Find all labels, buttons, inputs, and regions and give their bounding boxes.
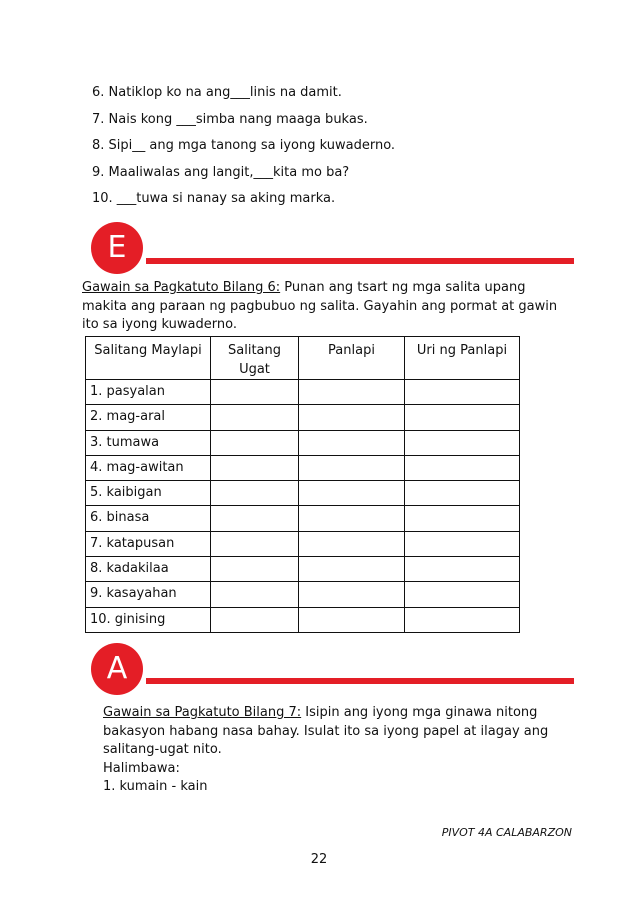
- sentence-item: 9. Maaliwalas ang langit,___kita mo ba?: [92, 164, 350, 180]
- example-item: 1. kumain - kain: [103, 779, 208, 794]
- table-row: [86, 405, 520, 430]
- blank-cell: [299, 506, 405, 531]
- word-cell: 8. kadakilaa: [86, 557, 211, 582]
- table-header-row: [86, 337, 520, 380]
- blank-cell: [211, 607, 299, 632]
- blank-cell: [211, 380, 299, 405]
- word-formation-table: [85, 336, 520, 633]
- blank-cell: [299, 405, 405, 430]
- section-e-instructions: [82, 279, 557, 335]
- blank-cell: [299, 380, 405, 405]
- sentence-item: 10. ___tuwa si nanay sa aking marka.: [92, 191, 336, 206]
- blank-cell: [211, 506, 299, 531]
- table-row: [86, 557, 520, 582]
- word-cell: 10. ginising: [86, 607, 211, 632]
- blank-cell: [405, 455, 520, 480]
- word-cell: 7. katapusan: [86, 531, 211, 556]
- instructions-line: Punan ang tsart ng mga salita upang: [280, 280, 526, 295]
- instructions-line: salitang-ugat nito.: [103, 742, 222, 757]
- table-row: [86, 506, 520, 531]
- table-row: [86, 380, 520, 405]
- table-row: [86, 430, 520, 455]
- header-cell: Salitang Ugat: [211, 337, 299, 380]
- blank-cell: [211, 430, 299, 455]
- section-a-instructions: [103, 704, 548, 797]
- table-row: [86, 607, 520, 632]
- header-cell: Salitang Maylapi: [86, 337, 211, 380]
- table-row: [86, 455, 520, 480]
- blank-cell: [299, 531, 405, 556]
- section-e-badge: E: [91, 222, 143, 274]
- blank-cell: [211, 455, 299, 480]
- table-row: [86, 582, 520, 607]
- word-cell: 6. binasa: [86, 506, 211, 531]
- word-cell: 5. kaibigan: [86, 481, 211, 506]
- instructions-line: Isipin ang iyong mga ginawa nitong: [301, 705, 538, 720]
- word-cell: 1. pasyalan: [86, 380, 211, 405]
- instructions-line: bakasyon habang nasa bahay. Isulat ito sa iyong papel at ilagay ang: [103, 723, 549, 739]
- header-cell: Uri ng Panlapi: [405, 337, 520, 380]
- word-cell: 9. kasayahan: [86, 582, 211, 607]
- blank-cell: [299, 607, 405, 632]
- blank-cell: [405, 506, 520, 531]
- sentence-item: 8. Sipi__ ang mga tanong sa iyong kuwaderno.: [92, 138, 396, 153]
- sentence-item: 7. Nais kong ___simba nang maaga bukas.: [92, 111, 368, 127]
- blank-cell: [211, 531, 299, 556]
- word-cell: 2. mag-aral: [86, 405, 211, 430]
- section-a-divider: [146, 678, 574, 684]
- activity-6-title: Gawain sa Pagkatuto Bilang 6:: [82, 280, 281, 295]
- blank-cell: [299, 582, 405, 607]
- word-cell: 4. mag-awitan: [86, 455, 211, 480]
- blank-cell: [405, 557, 520, 582]
- example-label: Halimbawa:: [103, 760, 180, 776]
- blank-cell: [299, 455, 405, 480]
- footer-organization: PIVOT 4A CALABARZON: [441, 826, 572, 839]
- table-row: [86, 531, 520, 556]
- blank-cell: [211, 582, 299, 607]
- blank-cell: [405, 481, 520, 506]
- table-row: [86, 481, 520, 506]
- blank-cell: [299, 481, 405, 506]
- blank-cell: [211, 405, 299, 430]
- section-e-divider: [146, 258, 574, 264]
- blank-cell: [211, 481, 299, 506]
- word-cell: 3. tumawa: [86, 430, 211, 455]
- blank-cell: [405, 380, 520, 405]
- blank-cell: [405, 582, 520, 607]
- sentence-item: 6. Natiklop ko na ang___linis na damit.: [92, 85, 342, 100]
- blank-cell: [405, 607, 520, 632]
- header-cell: Panlapi: [299, 337, 405, 380]
- section-a-badge: A: [91, 643, 143, 695]
- instructions-line: makita ang paraan ng pagbubuo ng salita. Gayahin ang pormat at gawin: [82, 298, 558, 314]
- instructions-line: ito sa iyong kuwaderno.: [82, 317, 237, 332]
- blank-cell: [299, 557, 405, 582]
- activity-7-title: Gawain sa Pagkatuto Bilang 7:: [103, 705, 302, 720]
- sentence-list: [92, 80, 395, 213]
- blank-cell: [405, 430, 520, 455]
- blank-cell: [405, 405, 520, 430]
- page-number: 22: [310, 852, 328, 867]
- blank-cell: [299, 430, 405, 455]
- blank-cell: [405, 531, 520, 556]
- blank-cell: [211, 557, 299, 582]
